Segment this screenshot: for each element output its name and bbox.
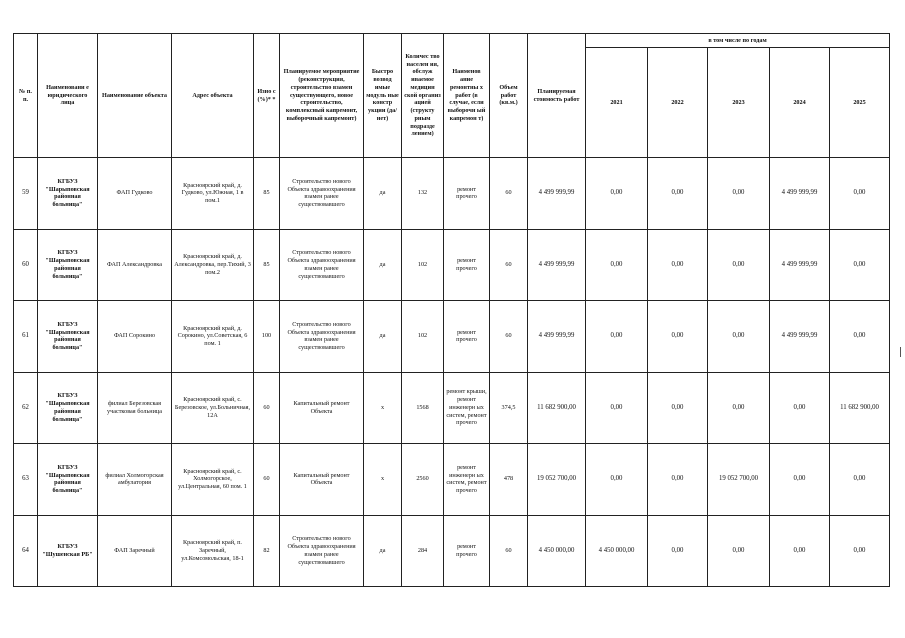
cell-2022: 0,00 (648, 444, 708, 516)
cell-2021: 0,00 (586, 372, 648, 444)
cell-2022: 0,00 (648, 158, 708, 230)
cell-2023: 0,00 (708, 301, 770, 373)
cell-measure: Капитальный ремонт Объекта (280, 372, 364, 444)
cell-2025: 0,00 (830, 515, 890, 587)
cell-volume: 60 (490, 229, 528, 301)
cell-population: 102 (402, 229, 444, 301)
page-edge-mark (900, 347, 901, 357)
cell-repair: ремонт прочего (444, 158, 490, 230)
cell-address: Красноярский край, с. Холмогорское, ул.Центральная, 60 пом. 1 (172, 444, 254, 516)
cell-2023: 0,00 (708, 158, 770, 230)
cell-org: КГБУЗ "Шарыповская районная больница" (38, 301, 98, 373)
cell-cost: 4 499 999,99 (528, 158, 586, 230)
cell-population: 2560 (402, 444, 444, 516)
cell-volume: 374,5 (490, 372, 528, 444)
cell-2023: 0,00 (708, 515, 770, 587)
table-row (14, 515, 890, 587)
cell-object: ФАП Гудково (98, 158, 172, 230)
cell-org: КГБУЗ "Шарыповская районная больница" (38, 444, 98, 516)
cell-2022: 0,00 (648, 301, 708, 373)
cell-2023: 0,00 (708, 372, 770, 444)
cell-cost: 11 682 900,00 (528, 372, 586, 444)
cell-num: 59 (14, 158, 38, 230)
header-num: № п. п. (14, 34, 38, 158)
cell-modular: да (364, 301, 402, 373)
cell-object: филиал Холмогорская амбулатория (98, 444, 172, 516)
header-object: Наименование объекта (98, 34, 172, 158)
cell-cost: 4 499 999,99 (528, 301, 586, 373)
cell-org: КГБУЗ "Шарыповская районная больница" (38, 158, 98, 230)
cell-2021: 0,00 (586, 444, 648, 516)
cell-wear: 85 (254, 229, 280, 301)
cell-2021: 0,00 (586, 229, 648, 301)
cell-repair: ремонт прочего (444, 301, 490, 373)
cell-2024: 4 499 999,99 (770, 158, 830, 230)
cell-2025: 0,00 (830, 301, 890, 373)
table-row (14, 444, 890, 516)
cell-2022: 0,00 (648, 229, 708, 301)
cell-modular: х (364, 444, 402, 516)
cell-2025: 0,00 (830, 229, 890, 301)
cell-2025: 11 682 900,00 (830, 372, 890, 444)
cell-2023: 0,00 (708, 229, 770, 301)
cell-volume: 60 (490, 301, 528, 373)
cell-2021: 0,00 (586, 158, 648, 230)
table-row (14, 158, 890, 230)
cell-population: 1568 (402, 372, 444, 444)
cell-num: 63 (14, 444, 38, 516)
cell-2024: 0,00 (770, 372, 830, 444)
cell-measure: Строительство нового Объекта здравоохранения взамен ранее существовавшего (280, 515, 364, 587)
cell-org: КГБУЗ "Шарыповская районная больница" (38, 229, 98, 301)
table-row (14, 301, 890, 373)
cell-repair: ремонт инженерн ых систем, ремонт прочего (444, 444, 490, 516)
cell-wear: 82 (254, 515, 280, 587)
cell-2023: 19 052 700,00 (708, 444, 770, 516)
cell-modular: х (364, 372, 402, 444)
cell-2021: 4 450 000,00 (586, 515, 648, 587)
cell-cost: 4 499 999,99 (528, 229, 586, 301)
cell-address: Красноярский край, с. Березовское, ул.Больничная, 12А (172, 372, 254, 444)
cell-repair: ремонт крыши, ремонт инженерн ых систем, ремонт прочего (444, 372, 490, 444)
cell-num: 61 (14, 301, 38, 373)
cell-wear: 100 (254, 301, 280, 373)
cell-measure: Строительство нового Объекта здравоохранения взамен ранее существовавшего (280, 158, 364, 230)
cell-measure: Капитальный ремонт Объекта (280, 444, 364, 516)
cell-org: КГБУЗ "Шарыповская районная больница" (38, 372, 98, 444)
cell-num: 60 (14, 229, 38, 301)
cell-2022: 0,00 (648, 372, 708, 444)
cell-2021: 0,00 (586, 301, 648, 373)
cell-modular: да (364, 229, 402, 301)
header-year-2021: 2021 (586, 48, 648, 158)
table-row (14, 372, 890, 444)
header-year-2022: 2022 (648, 48, 708, 158)
header-volume: Объем работ (кв.м.) (490, 34, 528, 158)
header-population: Количес тво населен ия, обслуж иваемое медицин ской организ ацией (структу рным подразде лением) (402, 34, 444, 158)
cell-2024: 4 499 999,99 (770, 229, 830, 301)
header-repair: Наименов ание ремонтны х работ (в случае, если выборочн ый капремон т) (444, 34, 490, 158)
cell-address: Красноярский край, п. Заречный, ул.Комсомольская, 18-1 (172, 515, 254, 587)
cell-measure: Строительство нового Объекта здравоохранения взамен ранее существовавшего (280, 229, 364, 301)
cell-2025: 0,00 (830, 158, 890, 230)
cell-population: 102 (402, 301, 444, 373)
cell-2025: 0,00 (830, 444, 890, 516)
cell-object: ФАП Александровка (98, 229, 172, 301)
header-cost: Планируемая стоимость работ (528, 34, 586, 158)
header-address: Адрес объекта (172, 34, 254, 158)
cell-num: 62 (14, 372, 38, 444)
header-wear: Изно с (%)* * (254, 34, 280, 158)
header-modular: Быстро возвод имые модуль ные констр укции (да/нет) (364, 34, 402, 158)
cell-num: 64 (14, 515, 38, 587)
cell-measure: Строительство нового Объекта здравоохранения взамен ранее существовавшего (280, 301, 364, 373)
cell-object: ФАП Сорокино (98, 301, 172, 373)
cell-address: Красноярский край, д. Александровка, пер.Тихий, 3 пом.2 (172, 229, 254, 301)
cell-population: 284 (402, 515, 444, 587)
cell-wear: 85 (254, 158, 280, 230)
header-year-2025: 2025 (830, 48, 890, 158)
cell-volume: 60 (490, 515, 528, 587)
cell-modular: да (364, 515, 402, 587)
cell-population: 132 (402, 158, 444, 230)
header-years-group: в том числе по годам (586, 34, 890, 48)
header-org: Наименовани е юридического лица (38, 34, 98, 158)
cell-wear: 60 (254, 372, 280, 444)
cell-cost: 19 052 700,00 (528, 444, 586, 516)
cell-volume: 478 (490, 444, 528, 516)
cell-object: филиал Березовская участковая больница (98, 372, 172, 444)
cell-2024: 0,00 (770, 515, 830, 587)
cell-repair: ремонт прочего (444, 515, 490, 587)
cell-2022: 0,00 (648, 515, 708, 587)
header-measure: Планируемое мероприятие (реконструкция, строительство взамен существующего, новое строительство, комплексный капремонт, выборочный капремонт) (280, 34, 364, 158)
header-year-2024: 2024 (770, 48, 830, 158)
cell-wear: 60 (254, 444, 280, 516)
investment-table (13, 33, 890, 587)
cell-address: Красноярский край, д. Гудково, ул.Южная, 1 в пом.1 (172, 158, 254, 230)
cell-object: ФАП Заречный (98, 515, 172, 587)
cell-2024: 0,00 (770, 444, 830, 516)
header-year-2023: 2023 (708, 48, 770, 158)
cell-address: Красноярский край, д. Сорокино, ул.Советская, 6 пом. 1 (172, 301, 254, 373)
cell-org: КГБУЗ "Шушенская РБ" (38, 515, 98, 587)
cell-2024: 4 499 999,99 (770, 301, 830, 373)
cell-cost: 4 450 000,00 (528, 515, 586, 587)
cell-volume: 60 (490, 158, 528, 230)
cell-repair: ремонт прочего (444, 229, 490, 301)
table-row (14, 229, 890, 301)
cell-modular: да (364, 158, 402, 230)
